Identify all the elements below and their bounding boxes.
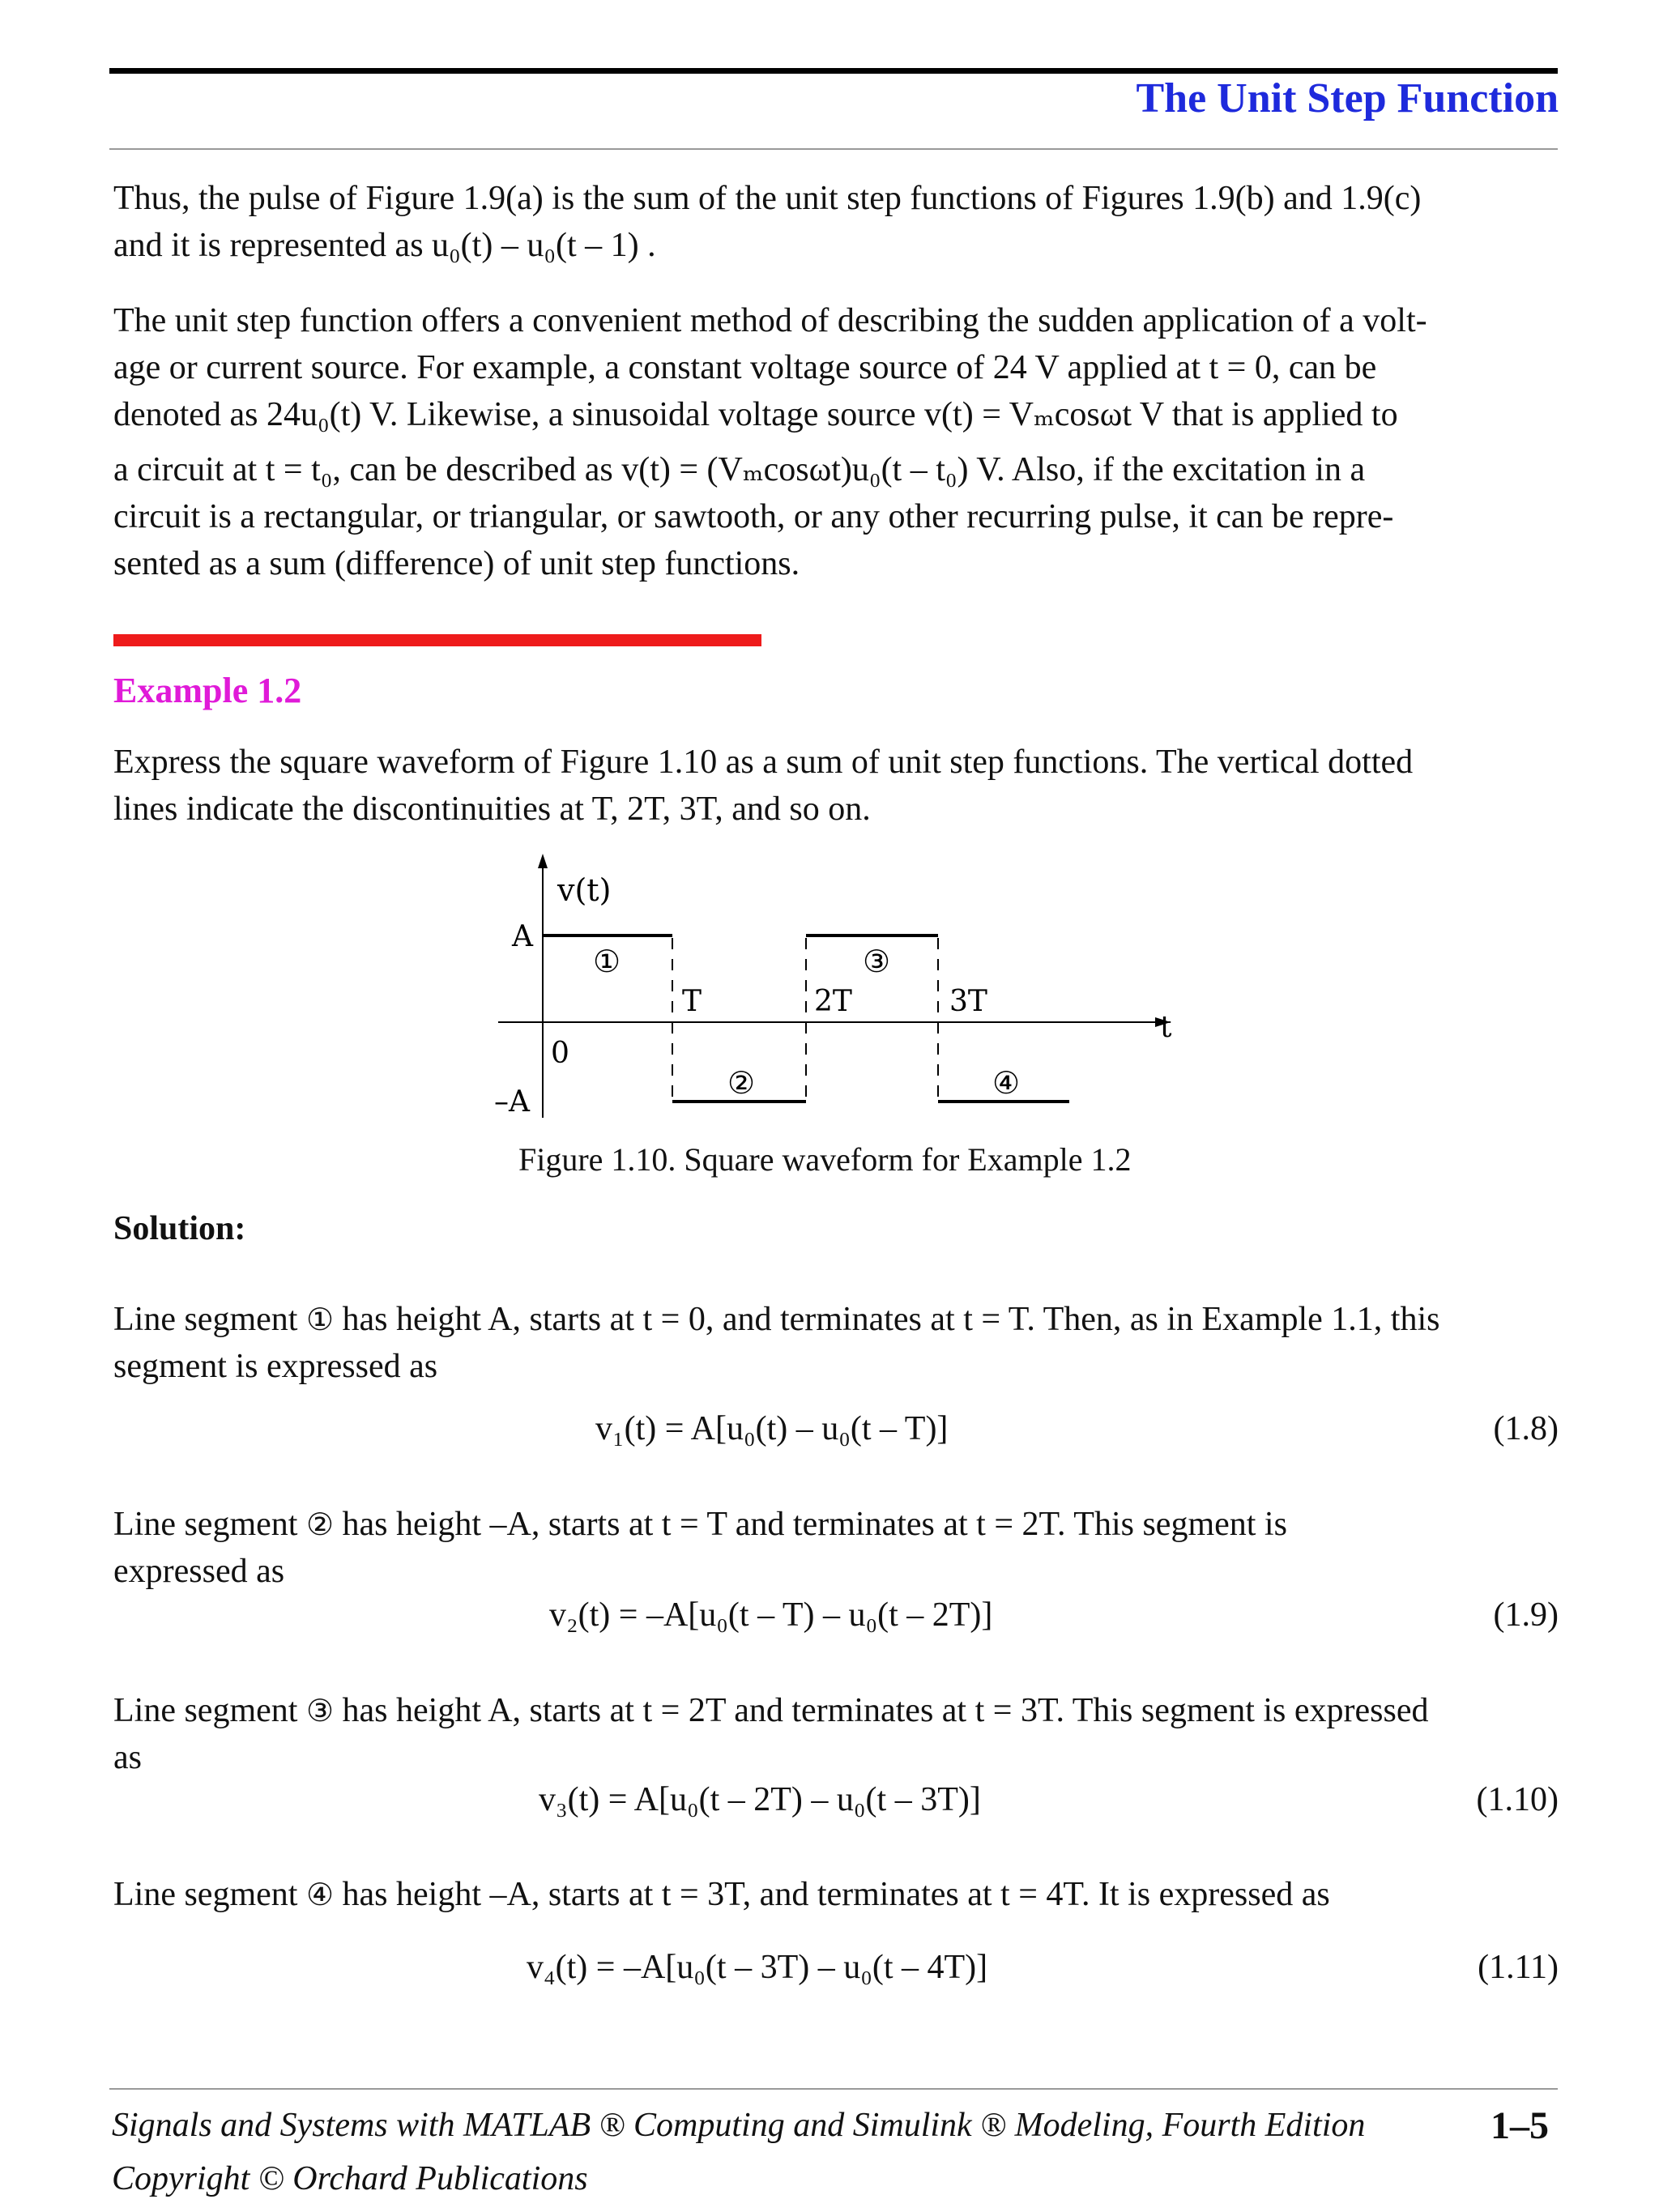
level-negA-label: –A xyxy=(494,1085,530,1119)
header-bottom-rule xyxy=(109,148,1558,150)
segment-2-marker-inline: ② xyxy=(305,1507,335,1542)
text-line: Express the square waveform of Figure 1.10 as a sum of unit step functions. The vertical dotted xyxy=(113,744,1414,781)
example-divider-bar xyxy=(113,634,761,646)
text-line: age or current source. For example, a constant voltage source of 24 V applied at t = 0, can be xyxy=(113,349,1377,386)
equation-1-8: v₁(t) = A[u₀(t) – u₀(t – T)] xyxy=(595,1410,949,1447)
text-line: circuit is a rectangular, or triangular, or sawtooth, or any other recurring pulse, it can be repre- xyxy=(113,498,1394,535)
x-axis-label: t xyxy=(1160,1011,1172,1044)
equation-1-9: v₂(t) = –A[u₀(t – T) – u₀(t – 2T)] xyxy=(549,1596,993,1634)
text-line: segment is expressed as xyxy=(113,1348,438,1385)
segment-4-marker-inline: ④ xyxy=(305,1877,335,1912)
footer-rule xyxy=(109,2088,1558,2090)
equation-number: (1.8) xyxy=(1493,1410,1559,1447)
text-line: a circuit at t = t₀, can be described as v(t) = (Vₘcosωt)u₀(t – t₀) V. Also, if the excitation in a xyxy=(113,451,1366,488)
footer-book-title: Signals and Systems with MATLAB ® Computing and Simulink ® Modeling, Fourth Edition xyxy=(112,2107,1366,2144)
text-line: expressed as xyxy=(113,1553,285,1590)
tick-2T-label: 2T xyxy=(814,985,852,1018)
text-line: sented as a sum (difference) of unit step functions. xyxy=(113,545,800,582)
solution-segment-4 xyxy=(113,1871,1557,1918)
text-line: lines indicate the discontinuities at T, 2T, 3T, and so on. xyxy=(113,791,871,828)
text-line xyxy=(113,1501,1557,1548)
text-fragment: has height A, starts at t = 2T and terminates at t = 3T. This segment is expressed xyxy=(342,1692,1429,1729)
equation-1-10: v₃(t) = A[u₀(t – 2T) – u₀(t – 3T)] xyxy=(539,1781,981,1818)
segment-3-marker-inline: ③ xyxy=(305,1693,335,1728)
figure-caption: Figure 1.10. Square waveform for Example 1.2 xyxy=(518,1141,1132,1178)
level-A-label: A xyxy=(512,920,533,953)
text-fragment: Line segment xyxy=(113,1506,298,1543)
header-top-rule xyxy=(109,68,1558,74)
text-line: Thus, the pulse of Figure 1.9(a) is the sum of the unit step functions of Figures 1.9(b) and 1.9(c) xyxy=(113,180,1422,217)
segment-2-marker: ② xyxy=(727,1065,756,1101)
segment-1-marker: ① xyxy=(593,944,621,979)
tick-3T-label: 3T xyxy=(949,985,987,1018)
tick-T-label: T xyxy=(682,985,702,1018)
solution-segment-2 xyxy=(113,1501,1557,1595)
text-fragment: has height –A, starts at t = 3T, and terminates at t = 4T. It is expressed as xyxy=(342,1876,1330,1913)
equation-number: (1.10) xyxy=(1476,1781,1559,1818)
text-line xyxy=(113,1687,1557,1734)
equation-number: (1.11) xyxy=(1478,1949,1559,1986)
paragraph-intro xyxy=(113,175,1557,269)
footer-copyright: Copyright © Orchard Publications xyxy=(112,2160,588,2197)
y-axis-arrow xyxy=(538,854,548,868)
page-header-title: The Unit Step Function xyxy=(1136,75,1559,121)
segment-3-marker: ③ xyxy=(863,944,891,979)
paragraph-unit-step xyxy=(113,297,1557,587)
text-line xyxy=(113,1296,1557,1343)
text-fragment: Line segment xyxy=(113,1692,298,1729)
text-line: The unit step function offers a convenient method of describing the sudden application of a volt- xyxy=(113,302,1427,339)
example-title: Example 1.2 xyxy=(113,671,302,710)
square-waveform-figure xyxy=(454,850,1199,1142)
segment-1-marker-inline: ① xyxy=(305,1302,335,1337)
origin-label: 0 xyxy=(551,1037,569,1070)
text-fragment: Line segment xyxy=(113,1301,298,1338)
solution-segment-3 xyxy=(113,1687,1557,1781)
solution-title: Solution: xyxy=(113,1210,246,1247)
equation-number: (1.9) xyxy=(1493,1596,1559,1634)
segment-4-marker: ④ xyxy=(992,1065,1021,1101)
solution-segment-1 xyxy=(113,1296,1557,1390)
text-fragment: has height –A, starts at t = T and terminates at t = 2T. This segment is xyxy=(342,1506,1287,1543)
page-number: 1–5 xyxy=(1491,2104,1549,2147)
text-line: and it is represented as u₀(t) – u₀(t – 1) . xyxy=(113,227,656,264)
text-line xyxy=(113,1871,1557,1918)
equation-1-11: v₄(t) = –A[u₀(t – 3T) – u₀(t – 4T)] xyxy=(527,1949,988,1986)
example-statement xyxy=(113,739,1557,833)
text-line: as xyxy=(113,1739,142,1776)
y-axis-label: v(t) xyxy=(557,872,612,908)
text-line: denoted as 24u₀(t) V. Likewise, a sinusoidal voltage source v(t) = Vₘcosωt V that is applied to xyxy=(113,396,1398,433)
text-fragment: Line segment xyxy=(113,1876,298,1913)
text-fragment: has height A, starts at t = 0, and terminates at t = T. Then, as in Example 1.1, this xyxy=(342,1301,1440,1338)
